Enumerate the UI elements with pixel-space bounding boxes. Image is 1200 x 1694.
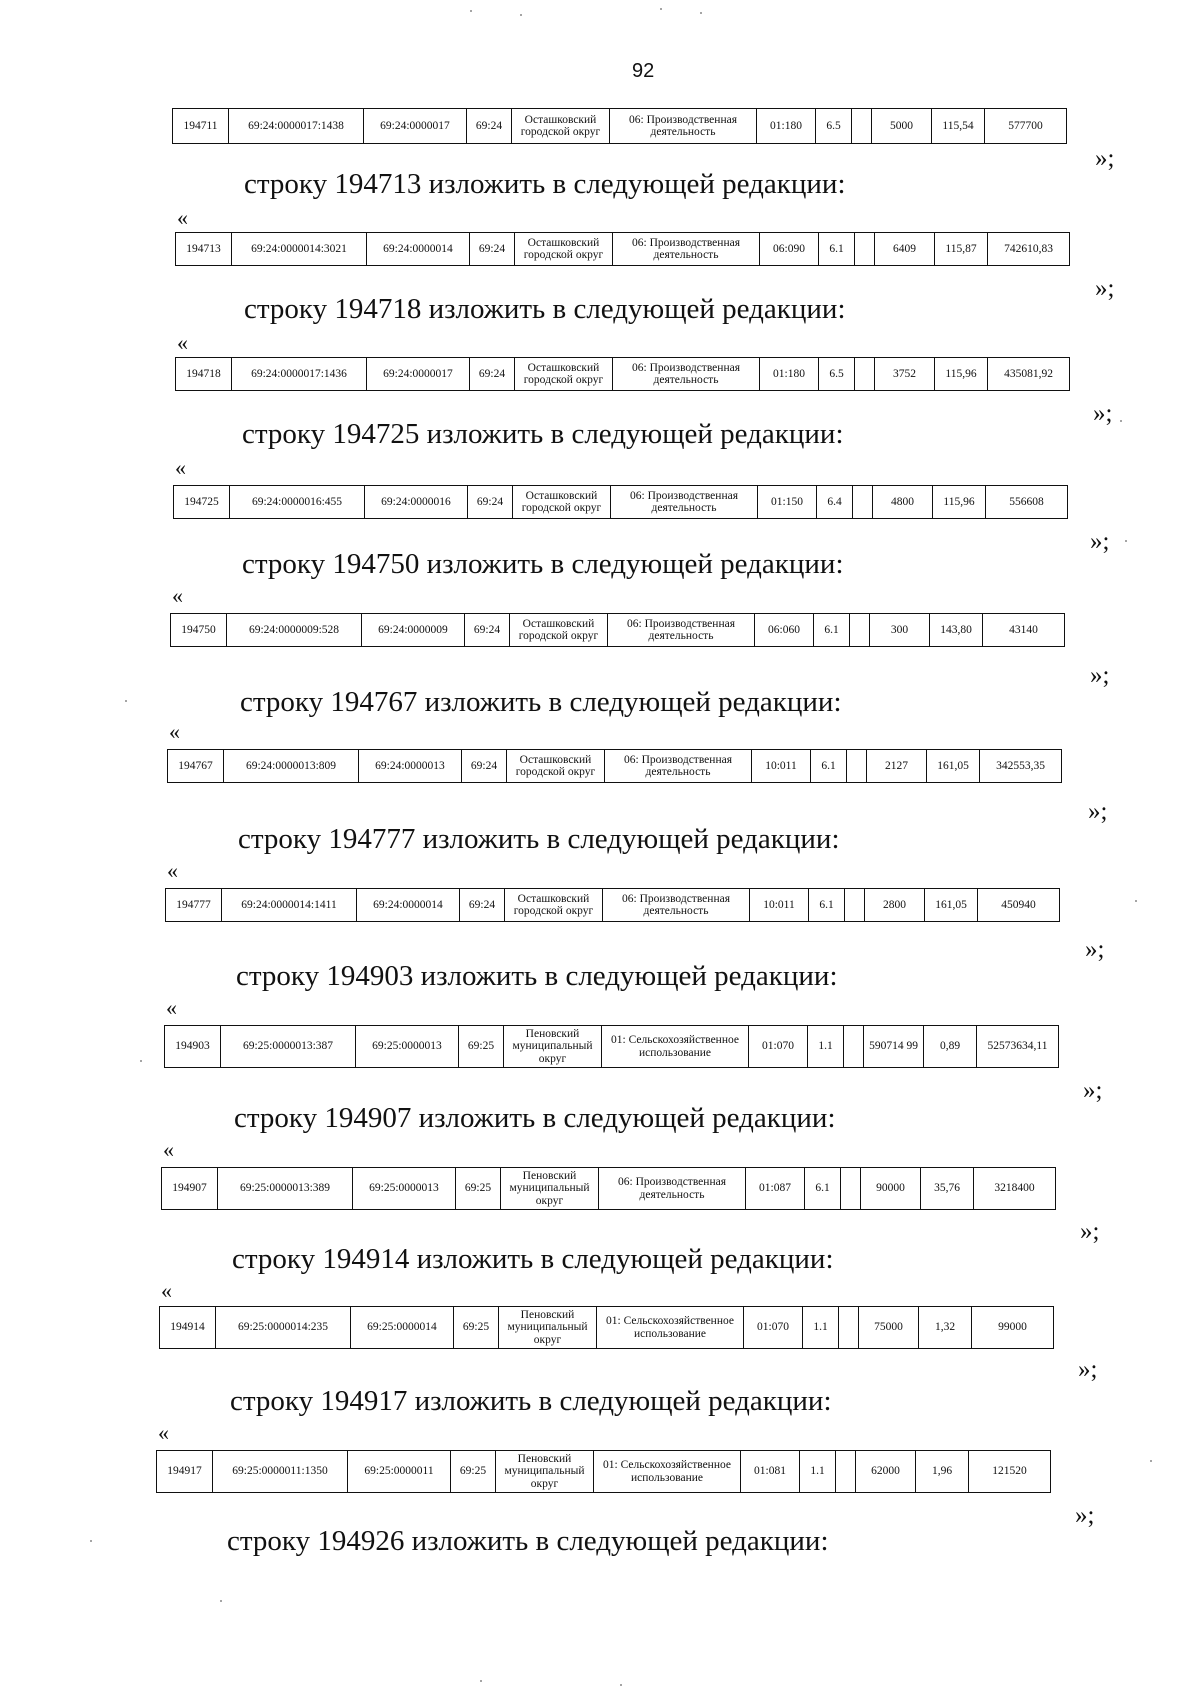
opening-quote: « (158, 1420, 169, 1445)
opening-quote: « (166, 995, 177, 1020)
closing-quote: »; (1075, 1502, 1095, 1529)
row-number: 194713 (176, 233, 232, 266)
municipality: Осташковский городской округ (505, 889, 603, 922)
group-code: 6.5 (816, 109, 852, 144)
table-row (173, 109, 1067, 144)
table-row (165, 1026, 1059, 1068)
municipality: Осташковский городской округ (515, 358, 613, 391)
cadastral-quarter: 69:24:0000017 (367, 358, 470, 391)
vri-code: 01:180 (757, 109, 816, 144)
cadastral-district: 69:24 (468, 486, 513, 519)
empty-cell (836, 1451, 856, 1493)
amended-row-table (164, 1025, 1059, 1068)
empty-cell (841, 1168, 861, 1210)
specific-value: 143,80 (930, 614, 983, 647)
vri-code: 10:011 (752, 750, 811, 783)
cadastral-district: 69:25 (456, 1168, 501, 1210)
specific-value: 115,96 (933, 486, 986, 519)
land-use-type: 06: Производственная деятельность (603, 889, 750, 922)
row-number: 194917 (157, 1451, 213, 1493)
row-number: 194767 (168, 750, 224, 783)
group-code: 1.1 (800, 1451, 836, 1493)
cadastral-quarter: 69:24:0000014 (357, 889, 460, 922)
vri-code: 06:090 (760, 233, 819, 266)
vri-code: 01:180 (760, 358, 819, 391)
amended-row-table (159, 1306, 1054, 1349)
area: 3752 (875, 358, 935, 391)
opening-quote: « (172, 583, 183, 608)
group-code: 1.1 (803, 1307, 839, 1349)
group-code: 6.1 (809, 889, 845, 922)
land-use-type: 06: Производственная деятельность (613, 233, 760, 266)
area: 590714 99 (864, 1026, 924, 1068)
municipality: Осташковский городской округ (513, 486, 611, 519)
group-code: 1.1 (808, 1026, 844, 1068)
table-row (176, 358, 1070, 391)
specific-value: 115,96 (935, 358, 988, 391)
cadastral-district: 69:24 (467, 109, 512, 144)
opening-quote: « (167, 858, 178, 883)
cadastral-value: 52573634,11 (977, 1026, 1059, 1068)
cadastral-value: 450940 (978, 889, 1060, 922)
municipality: Пеновский муниципальный округ (504, 1026, 602, 1068)
scan-speck (1125, 540, 1127, 542)
vri-code: 01:150 (758, 486, 817, 519)
specific-value: 35,76 (921, 1168, 974, 1210)
table-row (162, 1168, 1056, 1210)
area: 4800 (873, 486, 933, 519)
closing-quote: »; (1090, 528, 1110, 555)
scan-speck (140, 1060, 142, 1062)
cadastral-district: 69:24 (470, 358, 515, 391)
area: 300 (870, 614, 930, 647)
municipality: Осташковский городской округ (507, 750, 605, 783)
cadastral-number: 69:25:0000013:389 (218, 1168, 353, 1210)
scan-speck (660, 8, 662, 10)
amendment-heading: строку 194926 изложить в следующей редакции: (227, 1525, 829, 1557)
table-row (157, 1451, 1051, 1493)
amended-row-table (165, 888, 1060, 922)
cadastral-value: 43140 (983, 614, 1065, 647)
municipality: Пеновский муниципальный округ (501, 1168, 599, 1210)
cadastral-number: 69:25:0000011:1350 (213, 1451, 348, 1493)
row-number: 194718 (176, 358, 232, 391)
amended-row-table (173, 485, 1068, 519)
cadastral-quarter: 69:25:0000014 (351, 1307, 454, 1349)
cadastral-district: 69:25 (451, 1451, 496, 1493)
vri-code: 01:070 (749, 1026, 808, 1068)
cadastral-district: 69:24 (462, 750, 507, 783)
empty-cell (847, 750, 867, 783)
cadastral-district: 69:25 (459, 1026, 504, 1068)
amendment-heading: строку 194903 изложить в следующей редакции: (236, 960, 838, 992)
closing-quote: »; (1095, 275, 1115, 302)
area: 5000 (872, 109, 932, 144)
vri-code: 10:011 (750, 889, 809, 922)
cadastral-value: 3218400 (974, 1168, 1056, 1210)
empty-cell (850, 614, 870, 647)
scan-speck (480, 1680, 482, 1682)
group-code: 6.1 (805, 1168, 841, 1210)
closing-quote: »; (1093, 400, 1113, 427)
land-use-type: 06: Производственная деятельность (610, 109, 757, 144)
amendment-heading: строку 194914 изложить в следующей редакции: (232, 1243, 834, 1275)
empty-cell (844, 1026, 864, 1068)
group-code: 6.5 (819, 358, 855, 391)
row-number: 194903 (165, 1026, 221, 1068)
cadastral-value: 435081,92 (988, 358, 1070, 391)
amended-row-table (156, 1450, 1051, 1493)
closing-quote: »; (1085, 936, 1105, 963)
cadastral-district: 69:24 (470, 233, 515, 266)
specific-value: 1,96 (916, 1451, 969, 1493)
cadastral-quarter: 69:24:0000009 (362, 614, 465, 647)
table-row (171, 614, 1065, 647)
municipality: Осташковский городской округ (515, 233, 613, 266)
area: 6409 (875, 233, 935, 266)
table-row (168, 750, 1062, 783)
cadastral-district: 69:25 (454, 1307, 499, 1349)
cadastral-quarter: 69:25:0000011 (348, 1451, 451, 1493)
first-row-table (172, 108, 1067, 144)
closing-quote: »; (1080, 1218, 1100, 1245)
amendment-heading: строку 194767 изложить в следующей редакции: (240, 686, 842, 718)
land-use-type: 06: Производственная деятельность (599, 1168, 746, 1210)
closing-quote: »; (1088, 798, 1108, 825)
opening-quote: « (175, 455, 186, 480)
land-use-type: 06: Производственная деятельность (608, 614, 755, 647)
empty-cell (845, 889, 865, 922)
specific-value: 115,54 (932, 109, 985, 144)
area: 62000 (856, 1451, 916, 1493)
cadastral-number: 69:24:0000014:3021 (232, 233, 367, 266)
cadastral-number: 69:25:0000013:387 (221, 1026, 356, 1068)
cadastral-number: 69:25:0000014:235 (216, 1307, 351, 1349)
cadastral-quarter: 69:24:0000013 (359, 750, 462, 783)
table-row (166, 889, 1060, 922)
specific-value: 1,32 (919, 1307, 972, 1349)
cadastral-number: 69:24:0000017:1436 (232, 358, 367, 391)
empty-cell (855, 233, 875, 266)
area: 90000 (861, 1168, 921, 1210)
municipality: Осташковский городской округ (512, 109, 610, 144)
cadastral-value: 556608 (986, 486, 1068, 519)
opening-quote: « (177, 330, 188, 355)
amendment-heading: строку 194907 изложить в следующей редакции: (234, 1102, 836, 1134)
cadastral-quarter: 69:25:0000013 (356, 1026, 459, 1068)
scan-speck (470, 10, 472, 12)
cadastral-number: 69:24:0000016:455 (230, 486, 365, 519)
cadastral-quarter: 69:24:0000017 (364, 109, 467, 144)
land-use-type: 01: Сельскохозяйственное использование (602, 1026, 749, 1068)
amended-row-table (167, 749, 1062, 783)
row-number: 194914 (160, 1307, 216, 1349)
cadastral-number: 69:24:0000014:1411 (222, 889, 357, 922)
closing-quote: »; (1083, 1077, 1103, 1104)
amendment-heading: строку 194750 изложить в следующей редакции: (242, 548, 844, 580)
scan-speck (125, 700, 127, 702)
specific-value: 0,89 (924, 1026, 977, 1068)
land-use-type: 06: Производственная деятельность (611, 486, 758, 519)
specific-value: 115,87 (935, 233, 988, 266)
municipality: Пеновский муниципальный округ (496, 1451, 594, 1493)
amendment-heading: строку 194917 изложить в следующей редакции: (230, 1385, 832, 1417)
scan-speck (1135, 900, 1137, 902)
cadastral-number: 69:24:0000009:528 (227, 614, 362, 647)
cadastral-value: 742610,83 (988, 233, 1070, 266)
table-row (176, 233, 1070, 266)
empty-cell (855, 358, 875, 391)
area: 2127 (867, 750, 927, 783)
vri-code: 01:081 (741, 1451, 800, 1493)
page-number: 92 (632, 60, 655, 82)
table-row (160, 1307, 1054, 1349)
cadastral-district: 69:24 (460, 889, 505, 922)
area: 75000 (859, 1307, 919, 1349)
row-number: 194750 (171, 614, 227, 647)
opening-quote: « (163, 1137, 174, 1162)
row-number: 194777 (166, 889, 222, 922)
scan-speck (620, 1684, 622, 1686)
specific-value: 161,05 (927, 750, 980, 783)
cadastral-value: 121520 (969, 1451, 1051, 1493)
scan-speck (1120, 420, 1122, 422)
municipality: Пеновский муниципальный округ (499, 1307, 597, 1349)
amendment-heading: строку 194718 изложить в следующей редакции: (244, 293, 846, 325)
closing-quote: »; (1095, 145, 1115, 172)
amendment-heading: строку 194777 изложить в следующей редакции: (238, 823, 840, 855)
empty-cell (853, 486, 873, 519)
opening-quote: « (161, 1278, 172, 1303)
closing-quote: »; (1090, 662, 1110, 689)
amended-row-table (175, 232, 1070, 266)
opening-quote: « (169, 719, 180, 744)
scan-speck (90, 1540, 92, 1542)
amended-row-table (161, 1167, 1056, 1210)
row-number: 194711 (173, 109, 229, 144)
amendment-heading: строку 194713 изложить в следующей редакции: (244, 168, 846, 200)
amended-row-table (175, 357, 1070, 391)
vri-code: 01:087 (746, 1168, 805, 1210)
empty-cell (839, 1307, 859, 1349)
cadastral-value: 342553,35 (980, 750, 1062, 783)
cadastral-quarter: 69:25:0000013 (353, 1168, 456, 1210)
scan-speck (700, 12, 702, 14)
empty-cell (852, 109, 872, 144)
municipality: Осташковский городской округ (510, 614, 608, 647)
group-code: 6.1 (819, 233, 855, 266)
scan-speck (520, 14, 522, 16)
cadastral-number: 69:24:0000013:809 (224, 750, 359, 783)
amended-row-table (170, 613, 1065, 647)
specific-value: 161,05 (925, 889, 978, 922)
group-code: 6.4 (817, 486, 853, 519)
cadastral-number: 69:24:0000017:1438 (229, 109, 364, 144)
table-row (174, 486, 1068, 519)
amendment-heading: строку 194725 изложить в следующей редакции: (242, 418, 844, 450)
row-number: 194725 (174, 486, 230, 519)
opening-quote: « (177, 205, 188, 230)
land-use-type: 01: Сельскохозяйственное использование (597, 1307, 744, 1349)
vri-code: 06:060 (755, 614, 814, 647)
cadastral-value: 99000 (972, 1307, 1054, 1349)
scan-speck (220, 1600, 222, 1602)
group-code: 6.1 (811, 750, 847, 783)
cadastral-district: 69:24 (465, 614, 510, 647)
row-number: 194907 (162, 1168, 218, 1210)
vri-code: 01:070 (744, 1307, 803, 1349)
scan-speck (1150, 1460, 1152, 1462)
cadastral-value: 577700 (985, 109, 1067, 144)
cadastral-quarter: 69:24:0000016 (365, 486, 468, 519)
land-use-type: 06: Производственная деятельность (613, 358, 760, 391)
land-use-type: 06: Производственная деятельность (605, 750, 752, 783)
area: 2800 (865, 889, 925, 922)
closing-quote: »; (1078, 1356, 1098, 1383)
cadastral-quarter: 69:24:0000014 (367, 233, 470, 266)
land-use-type: 01: Сельскохозяйственное использование (594, 1451, 741, 1493)
group-code: 6.1 (814, 614, 850, 647)
